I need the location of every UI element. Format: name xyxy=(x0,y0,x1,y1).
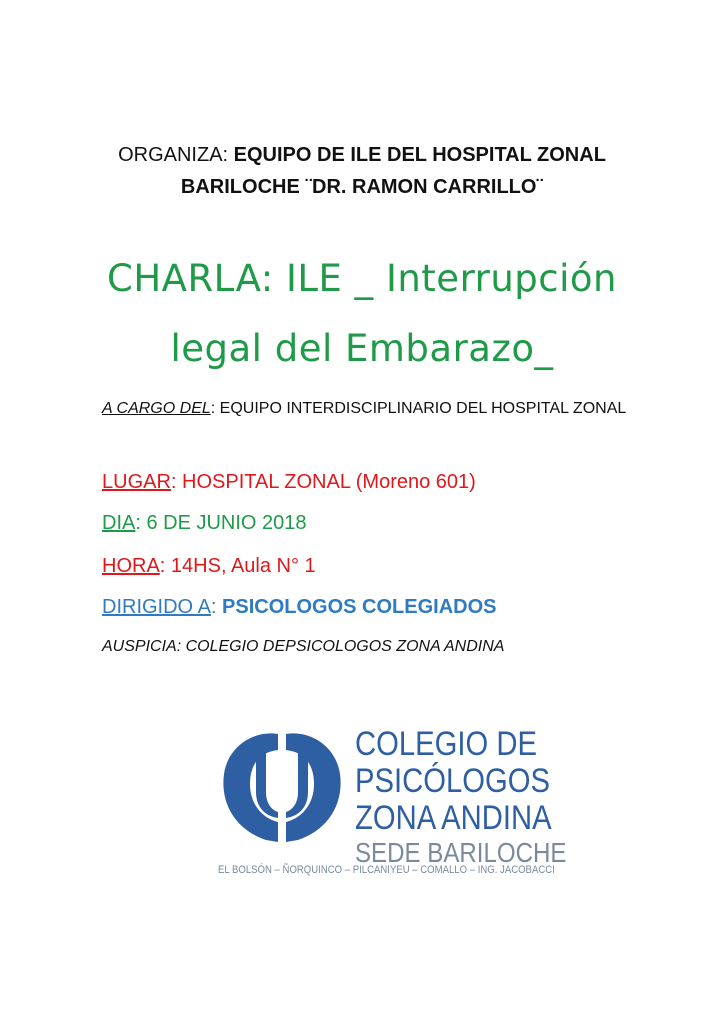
logo-line-1: COLEGIO DE xyxy=(355,725,537,763)
time-label: HORA xyxy=(102,555,160,577)
in-charge-label: A CARGO DEL xyxy=(102,400,211,417)
venue-label: LUGAR xyxy=(102,471,171,493)
audience xyxy=(102,594,682,620)
audience-value: PSICOLOGOS COLEGIADOS xyxy=(222,596,497,618)
date-value: : 6 DE JUNIO 2018 xyxy=(135,512,307,534)
logo-line-4: SEDE BARILOCHE xyxy=(355,837,567,868)
in-charge-value: : EQUIPO INTERDISCIPLINARIO DEL HOSPITAL ZONAL xyxy=(210,400,627,417)
venue xyxy=(102,469,682,495)
psi-logo-icon xyxy=(218,722,346,846)
logo-wordmark xyxy=(355,726,601,869)
talk-title-line-1: CHARLA: ILE _ Interrupción xyxy=(106,257,617,300)
audience-label: DIRIGIDO A xyxy=(102,596,211,618)
organizer-name-2: BARILOCHE ¨DR. RAMON CARRILLO¨ xyxy=(180,176,544,198)
organizer-line-2 xyxy=(60,171,664,203)
venue-value: : HOSPITAL ZONAL (Moreno 601) xyxy=(170,471,476,493)
organizer-line-1 xyxy=(60,139,664,171)
date xyxy=(102,510,682,536)
time-value: : 14HS, Aula N° 1 xyxy=(159,555,316,577)
logo-line-2: PSICÓLOGOS xyxy=(355,762,550,800)
organizer-name-1: EQUIPO DE ILE DEL HOSPITAL ZONAL xyxy=(233,144,606,166)
organizer-label: ORGANIZA: xyxy=(118,144,234,166)
sponsor: AUSPICIA: COLEGIO DEPSICOLOGOS ZONA ANDINA xyxy=(102,638,505,655)
time xyxy=(102,553,682,579)
audience-colon: : xyxy=(210,596,223,618)
date-label: DIA xyxy=(102,512,136,534)
talk-title xyxy=(40,244,684,384)
logo-locations: EL BOLSÓN – ÑORQUINCO – PILCANIYEU – COMALLO – ING. JACOBACCI xyxy=(218,864,555,876)
in-charge xyxy=(102,397,682,421)
logo-line-3: ZONA ANDINA xyxy=(355,799,552,837)
talk-title-line-2: legal del Embarazo_ xyxy=(170,327,554,370)
organizer-block xyxy=(60,139,664,203)
